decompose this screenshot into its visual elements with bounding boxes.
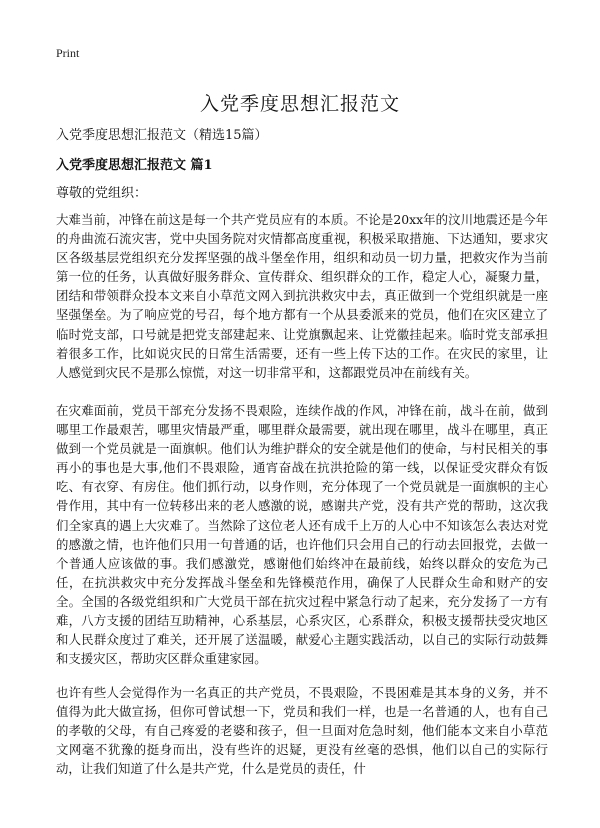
document-title: 入党季度思想汇报范文 (199, 92, 400, 115)
document-subtitle: 入党季度思想汇报范文（精选15篇） (56, 128, 268, 143)
body-paragraph: 大难当前，冲锋在前这是每一个共产党员应有的本质。不论是20xx年的汶川地震还是今年的舟曲流石流灾害，党中央国务院对灾情都高度重视，积极采取措施、下达通知，要求灾区各级基层党组织充分发挥坚强的战斗堡垒作用，组织和动员一切力量，把救灾作为当前第一位的任务，认真做好服务群众、宣传群众、组织群众的工作，稳定人心，凝聚力量，团结和带领群众投本文来自小草范文网入到抗洪救灾中去，真正做到一个党组织就是一座坚强堡垒。为了响应党的号召，每个地方都有一个从县委派来的党员，他们在灾区建立了临时党支部，口号就是把党支部建起来、让党旗飘起来、让党徽挂起来。临时党支部承担着很多工作，比如说灾民的日常生活需要，还有一些上传下达的工作。在灾民的家里，让人感觉到灾民不是那么惊慌，对这一切非常平和，这都跟党员冲在前线有关。 (56, 212, 548, 380)
section-heading: 入党季度思想汇报范文 篇1 (56, 158, 213, 173)
body-paragraph: 也许有些人会觉得作为一名真正的共产党员，不畏艰险，不畏困难是其本身的义务，并不值得为此大做宣扬，但你可曾试想一下，党员和我们一样，也是一名普通的人，也有自己的孝敬的父母，有自己疼爱的老婆和孩子，但一旦面对危急时刻，他们能本文来自小草范文网毫不犹豫的挺身而出，没有些许的迟疑，更没有丝毫的恐惧，他们以自己的实际行动，让我们知道了什么是共产党，什么是党员的责任，什 (56, 685, 548, 777)
body-paragraph: 在灾难面前，党员干部充分发扬不畏艰险，连续作战的作风，冲锋在前，战斗在前，做到哪里工作最艰苦，哪里灾情最严重，哪里群众最需要，就出现在哪里，战斗在哪里，真正做到一个党员就是一面旗帜。他们认为维护群众的安全就是他们的使命，与村民相关的事再小的事也是大事,他们不畏艰险，通宵奋战在抗洪抢险的第一线，以保证受灾群众有饭吃、有衣穿、有房住。他们抓行动，以身作则，充分体现了一个党员就是一面旗帜的主心骨作用，其中有一位转移出来的老人感激的说，感谢共产党，没有共产党的帮助，这次我们全家真的遇上大灾难了。当然除了这位老人还有成千上万的人心中不知该怎么表达对党的感激之情，也许他们只用一句普通的话，也许他们只会用自己的行动去回报党，去做一个普通人应该做的事。我们感激党，感谢他们始终冲在最前线，始终以群众的安危为己任，在抗洪救灾中充分发挥战斗堡垒和先锋模范作用，确保了人民群众生命和财产的安全。全国的各级党组织和广大党员干部在抗灾过程中紧急行动了起来，充分发扬了一方有难，八方支援的团结互助精神，心系基层，心系灾区，心系群众，积极支援帮扶受灾地区和人民群众度过了难关，还开展了送温暖，献爱心主题实践活动，以自己的实际行动鼓舞和支援灾区，帮助灾区群众重建家园。 (56, 403, 548, 667)
print-label: Print (56, 46, 80, 60)
salutation: 尊敬的党组织： (56, 186, 148, 201)
